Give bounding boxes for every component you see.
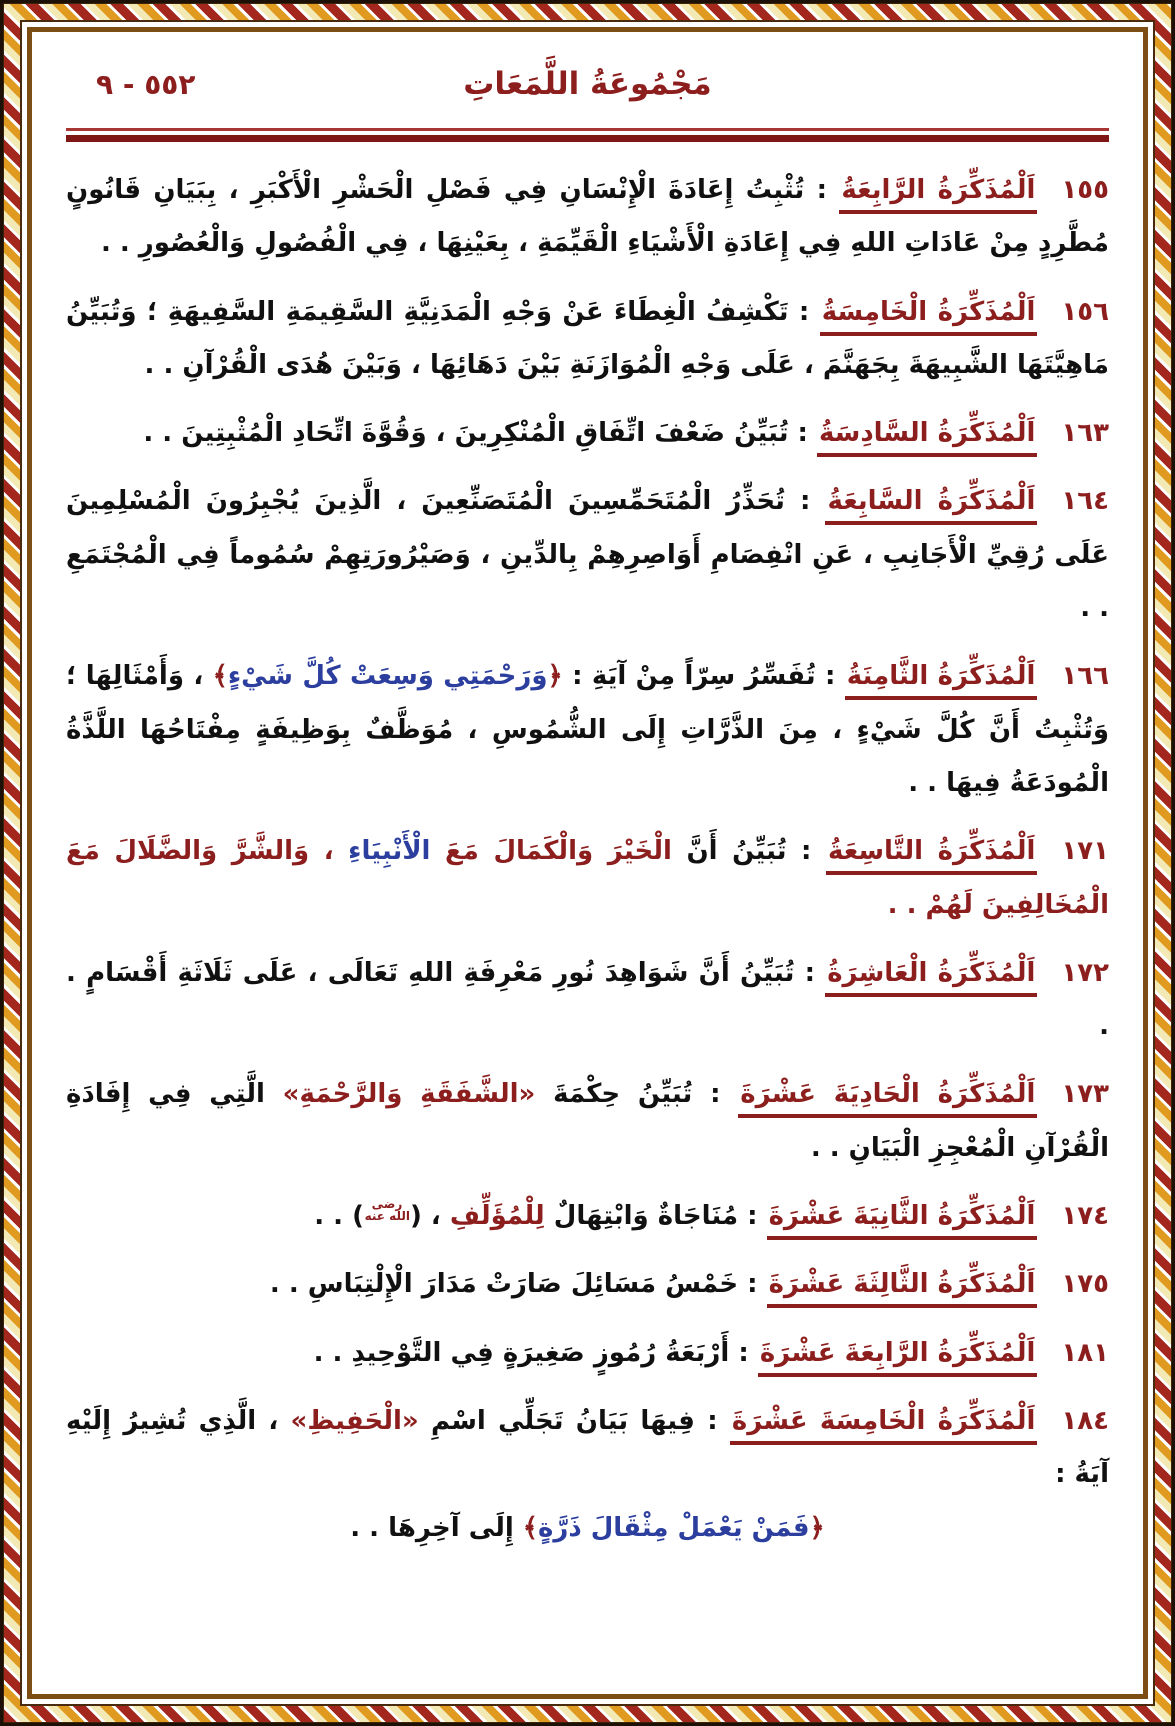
- decorative-border-gap: [20, 20, 1155, 1706]
- text-segment-black: : تُبَيِّنُ أَنَّ: [671, 836, 826, 867]
- text-segment-black: : تُحَذِّرُ الْمُتَحَمِّسِينَ الْمُتَصَنِّعِينَ ، الَّذِينَ يُجْبِرُونَ الْمُسْلِمِينَ عَلَى رُقِيِّ الْأَجَانِبِ ، عَنِ انْفِصَامِ أَوَاصِرِهِمْ بِالدِّينِ ، وَصَيْرُورَتِهِمْ سُمُوماً فِي الْمُجْتَمَعِ . .: [66, 486, 1109, 624]
- entry-page-number: ١٦٦: [1061, 661, 1109, 692]
- text-segment-black: : تَكْشِفُ الْغِطَاءَ عَنْ وَجْهِ الْمَدَنِيَّةِ السَّقِيمَةِ السَّفِيهَةِ ؛ وَتُبَيِّنُ مَاهِيَّتَهَا الشَّبِيهَةَ بِجَهَنَّمَ ، عَلَى وَجْهِ الْمُوَازَنَةِ بَيْنَ دَهَائِهَا ، وَبَيْنَ هُدَى الْقُرْآنِ . .: [66, 296, 1109, 380]
- text-segment-black: : تُبَيِّنُ ضَعْفَ اتِّفَاقِ الْمُنْكِرِينَ ، وَقُوَّةَ اتِّحَادِ الْمُثْبِتِينَ . .: [143, 418, 817, 449]
- toc-entry: [66, 1327, 1109, 1380]
- text-segment-blue: وَرَحْمَتِي وَسِعَتْ كُلَّ شَيْءٍ: [227, 661, 548, 692]
- text-segment-black: ، الَّذِي تُشِيرُ إِلَيْهِ آيَةُ :: [66, 1405, 1109, 1490]
- text-segment-red: ﴿: [547, 661, 563, 692]
- toc-entry: [66, 650, 1109, 810]
- text-segment-red: ، وَالشَّرَّ وَالضَّلَالَ مَعَ الْمُخَالِفِينَ لَهُمْ . .: [66, 836, 1109, 920]
- entry-page-number: ١٨٤: [1061, 1405, 1110, 1436]
- entry-verse-line: [66, 1502, 1109, 1555]
- entry-page-number: ١٨١: [1061, 1337, 1109, 1368]
- entry-body: [314, 1338, 758, 1368]
- text-segment-red: الْخَيْرَ وَالْكَمَالَ مَعَ: [430, 836, 672, 867]
- toc-entry: [66, 286, 1109, 393]
- toc-entry: [66, 947, 1109, 1054]
- text-segment-black: : فِيهَا بَيَانُ تَجَلِّي اسْمِ: [418, 1405, 730, 1436]
- text-segment-red: «الشَّفَقَةِ وَالرَّحْمَةِ»: [282, 1079, 536, 1110]
- entry-heading: اَلْمُذَكِّرَةُ الْعَاشِرَةُ: [825, 958, 1037, 997]
- text-segment-red: لِلْمُؤَلِّفِ: [449, 1201, 545, 1232]
- text-segment-black: : تُثْبِتُ إِعَادَةَ الْإِنْسَانِ فِي فَصْلِ الْحَشْرِ الْأَكْبَرِ ، بِبَيَانِ قَانُونٍ مُطَّرِدٍ مِنْ عَادَاتِ اللهِ فِي إِعَادَةِ الْأَشْيَاءِ الْقَيِّمَةِ ، بِعَيْنِهَا ، فِي الْفُصُولِ وَالْعُصُورِ . .: [66, 175, 1109, 259]
- text-segment-black: : أَرْبَعَةُ رُمُوزٍ صَغِيرَةٍ فِي التَّوْحِيدِ . .: [313, 1337, 758, 1368]
- entry-heading: اَلْمُذَكِّرَةُ الثَّامِنَةُ: [845, 661, 1038, 700]
- entry-heading: اَلْمُذَكِّرَةُ التَّاسِعَةُ: [826, 836, 1037, 875]
- text-segment-black: ) . .: [314, 1201, 364, 1232]
- toc-entry: [66, 1395, 1109, 1555]
- entry-body: [270, 1269, 767, 1299]
- entry-heading: اَلْمُذَكِّرَةُ السَّابِعَةُ: [825, 486, 1037, 525]
- text-segment-black: ، وَأَمْثَالِهَا ؛ وَتُثْبِتُ أَنَّ كُلَّ شَيْءٍ ، مِنَ الذَّرَّاتِ إِلَى الشُّمُوسِ ، مُوَظَّفٌ بِوَظِيفَةٍ مِفْتَاحُهَا اللَّذَّةُ الْمُودَعَةُ فِيهَا . .: [66, 661, 1109, 798]
- entry-page-number: ١٥٦: [1061, 296, 1109, 327]
- entry-heading: اَلْمُذَكِّرَةُ الثَّالِثَةَ عَشْرَةَ: [767, 1269, 1038, 1308]
- text-segment-black: إِلَى آخِرِهَا . .: [350, 1512, 523, 1543]
- page-header: [66, 58, 1109, 122]
- header-rule: [66, 128, 1109, 142]
- decorative-border-chain: [3, 3, 1172, 1723]
- entry-heading: اَلْمُذَكِّرَةُ الْحَادِيَةَ عَشْرَةَ: [738, 1079, 1037, 1118]
- entry-heading: اَلْمُذَكِّرَةُ الْخَامِسَةُ: [820, 297, 1038, 336]
- text-segment-black: الَّتِي فِي إِفَادَةِ الْقُرْآنِ الْمُعْجِزِ الْبَيَانِ . .: [66, 1079, 1109, 1163]
- text-segment-red: ﴿: [809, 1512, 825, 1543]
- entry-heading: اَلْمُذَكِّرَةُ الثَّانِيَةَ عَشْرَةَ: [767, 1201, 1038, 1240]
- entry-page-number: ١٧١: [1061, 836, 1109, 867]
- toc-entry: [66, 407, 1109, 460]
- text-segment-red: «الْحَفِيظِ»: [290, 1405, 419, 1436]
- toc-entry: [66, 164, 1109, 271]
- entry-body: [314, 1197, 767, 1232]
- entry-body: [143, 418, 817, 448]
- entry-page-number: ١٧٣: [1061, 1079, 1110, 1110]
- entry-heading: اَلْمُذَكِّرَةُ الْخَامِسَةَ عَشْرَةَ: [730, 1406, 1038, 1445]
- text-segment-black: : خَمْسُ مَسَائِلَ صَارَتْ مَدَارَ الْإِلْتِبَاسِ . .: [269, 1269, 767, 1300]
- entry-page-number: ١٧٥: [1061, 1269, 1109, 1300]
- header-rule-thin: [66, 128, 1109, 131]
- text-segment-black: : تُبَيِّنُ حِكْمَةَ: [535, 1079, 739, 1110]
- entry-page-number: ١٥٥: [1061, 175, 1109, 205]
- toc-entry: [66, 1068, 1109, 1175]
- text-segment-blue: الْأَنْبِيَاءِ: [348, 836, 431, 867]
- entry-heading: اَلْمُذَكِّرَةُ الرَّابِعَةُ: [839, 175, 1037, 214]
- text-segment-red: ﴾: [522, 1512, 539, 1543]
- page-title: مَجْمُوعَةُ اللَّمَعَاتِ: [463, 66, 712, 102]
- entry-heading: اَلْمُذَكِّرَةُ السَّادِسَةُ: [817, 418, 1037, 457]
- text-segment-black: ، (: [409, 1201, 450, 1232]
- text-segment-red: ﴾: [212, 661, 228, 692]
- text-segment-black: : تُفَسِّرُ سِرّاً مِنْ آيَةِ :: [562, 661, 845, 692]
- toc-entry: [66, 1190, 1109, 1243]
- text-segment-black: : مُنَاجَاةٌ وَابْتِهَالٌ: [544, 1201, 767, 1232]
- page-number: ٥٥٢ - ٩: [96, 68, 196, 101]
- entry-heading: اَلْمُذَكِّرَةُ الرَّابِعَةَ عَشْرَةَ: [758, 1338, 1038, 1377]
- toc-entry: [66, 1258, 1109, 1311]
- toc-entry: [66, 825, 1109, 932]
- entries-list: [66, 164, 1109, 1555]
- header-rule-thick: [66, 135, 1109, 142]
- entry-page-number: ١٧٢: [1061, 957, 1109, 988]
- page-content-area: [27, 27, 1148, 1699]
- toc-entry: [66, 475, 1109, 635]
- entry-page-number: ١٦٤: [1061, 486, 1110, 517]
- entry-page-number: ١٦٣: [1061, 418, 1109, 449]
- text-segment-black: : تُبَيِّنُ أَنَّ شَوَاهِدَ نُورِ مَعْرِفَةِ اللهِ تَعَالَى ، عَلَى ثَلَاثَةِ أَقْسَامٍ . .: [66, 957, 1109, 1042]
- text-segment-red: رضى الله عنه: [364, 1197, 410, 1224]
- entry-page-number: ١٧٤: [1061, 1201, 1109, 1232]
- text-segment-blue: فَمَنْ يَعْمَلْ مِثْقَالَ ذَرَّةٍ: [538, 1512, 810, 1543]
